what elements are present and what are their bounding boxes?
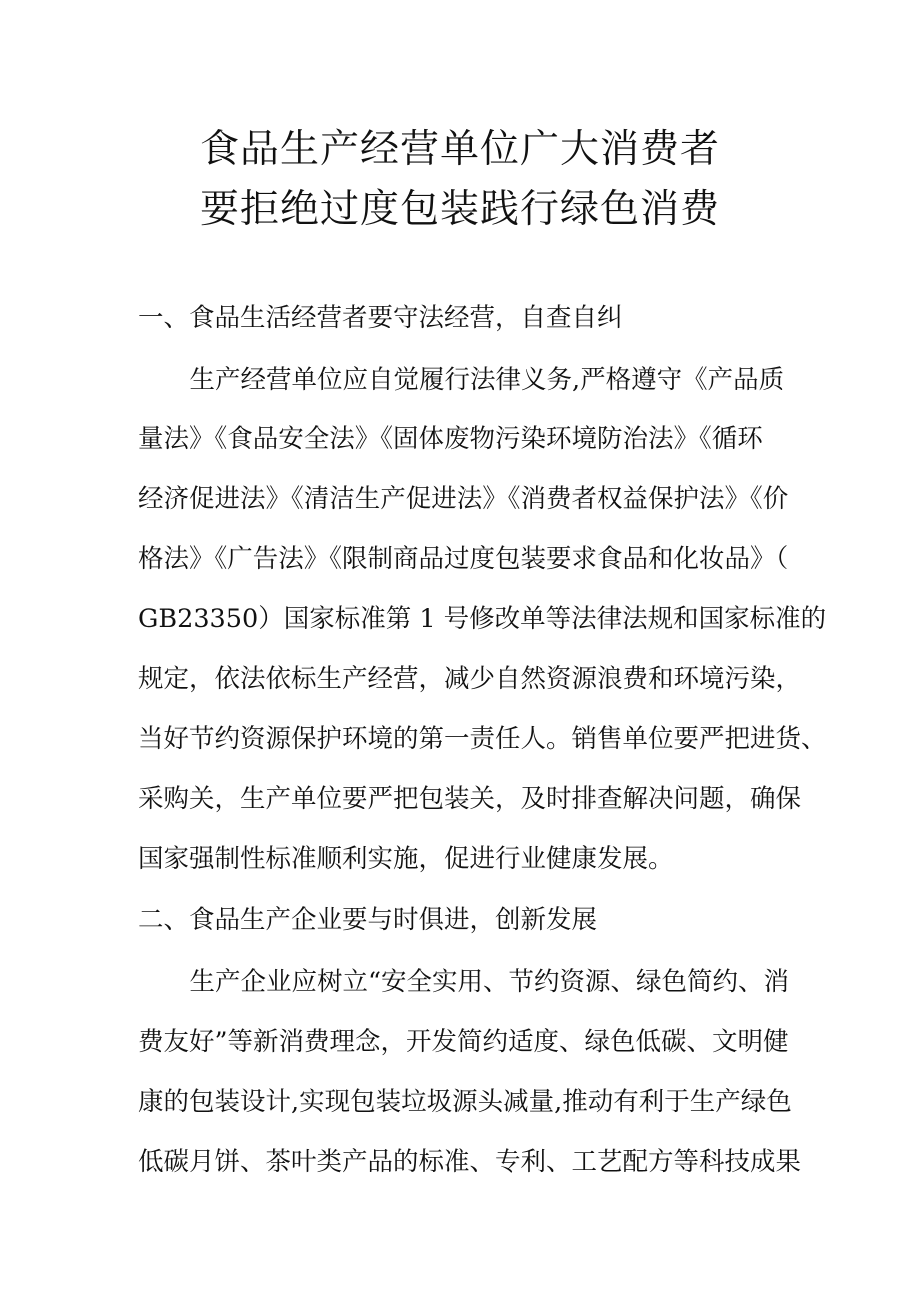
paragraph-line: 生产企业应树立“安全实用、节约资源、绿色简约、消 <box>164 967 790 997</box>
paragraph-line: 采购关，生产单位要严把包装关，及时排查解决问题，确保 <box>138 784 802 814</box>
section-1-heading: 一、食品生活经营者要守法经营，自查自纠 <box>138 303 623 333</box>
section-2-heading: 二、食品生产企业要与时俱进，创新发展 <box>138 905 598 935</box>
title-line-1: 食品生产经营单位广大消费者 <box>199 127 720 172</box>
paragraph-line: 康的包装设计,实现包装垃圾源头减量,推动有利于生产绿色 <box>138 1087 792 1117</box>
paragraph-line: 量法》《食品安全法》《固体废物污染环境防治法》《循环 <box>138 424 763 454</box>
paragraph-line: 费友好”等新消费理念，开发简约适度、绿色低碳、文明健 <box>138 1027 789 1057</box>
paragraph-line: 低碳月饼、茶叶类产品的标准、专利、工艺配方等科技成果 <box>138 1147 802 1177</box>
title-line-2: 要拒绝过度包装践行绿色消费 <box>199 187 720 232</box>
paragraph-line: 生产经营单位应自觉履行法律义务,严格遵守《产品质 <box>164 365 785 395</box>
paragraph-line: GB23350）国家标准第 1 号修改单等法律法规和国家标准的 <box>138 604 827 634</box>
paragraph-line: 规定，依法依标生产经营，减少自然资源浪费和环境污染， <box>138 664 802 694</box>
paragraph-line: 国家强制性标准顺利实施，促进行业健康发展。 <box>138 844 674 874</box>
paragraph-line: 当好节约资源保护环境的第一责任人。销售单位要严把进货、 <box>138 724 827 754</box>
paragraph-line: 经济促进法》《清洁生产促进法》《消费者权益保护法》《价 <box>138 484 789 514</box>
paragraph-line: 格法》《广告法》《限制商品过度包装要求食品和化妆品》（ <box>138 544 789 574</box>
